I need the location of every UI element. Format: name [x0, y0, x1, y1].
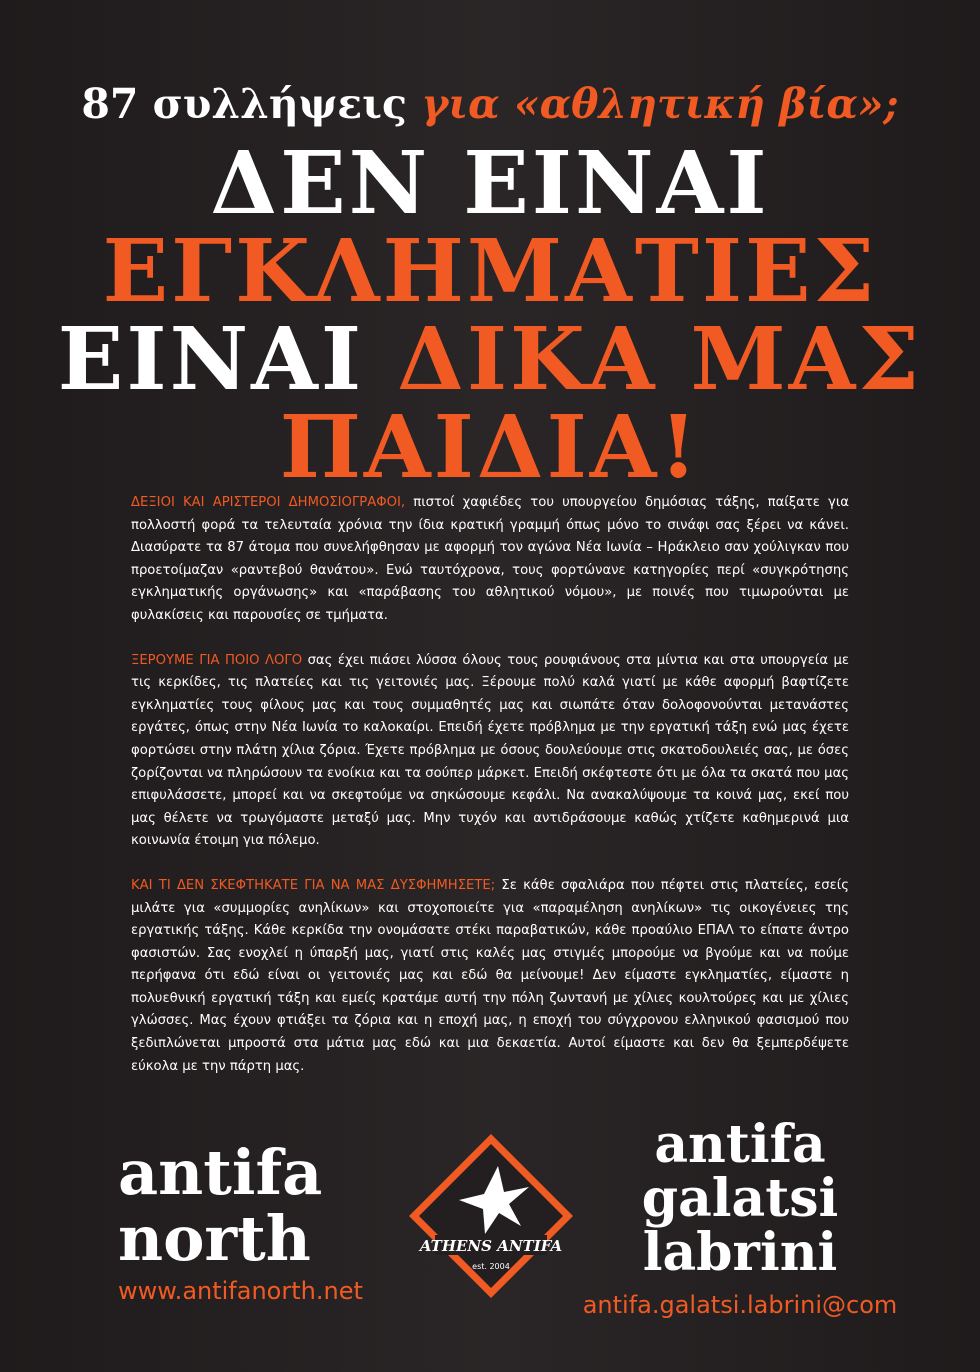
paragraph: [131, 875, 849, 1078]
paragraph-text: πιστοί χαφιέδες του υπουργείου δημόσιας τάξης, παίξατε για πολλοστή φορά τα τελευταία χρόνια την ίδια κρατική γραμμή όπως μόνο το σινάφι σας ξέρει να κάνει. Διασύρατε τα 87 άτομα που συνελήφθησαν με αφορμή τον αγώνα Νέα Ιωνία – Ηράκλειο σαν χούλιγκαν που προετοίμαζαν «ραντεβού θανάτου». Ενώ ταυτόχρονα, τους φορτώνανε κατηγορίες περί «συγκρότησης εγκληματικής οργάνωσης» και «παράβασης του αθλητικού νόμου», με ποινές που τιμωρούνται με φυλακίσεις και παρουσίες σε τμήματα.: [131, 495, 849, 623]
logo-text: ATHENS ANTIFA: [419, 1237, 563, 1255]
headline-line-3-white: ΕΙΝΑΙ: [57, 309, 398, 410]
subtitle: [0, 78, 980, 130]
brand-left-line-1: antifa: [118, 1136, 323, 1209]
headline-line-3: [0, 309, 980, 410]
subtitle-orange: για «αθλητική βία»;: [421, 80, 899, 128]
brand-right-line-3: labrini: [642, 1222, 838, 1283]
paragraph-text: Σε κάθε σφαλιάρα που πέφτει στις πλατείες, εσείς μιλάτε για «συμμορίες ανηλίκων» και στοχοποιείτε για «παραμέληση ανηλίκων» τις οικογένειες της εργατικής τάξης. Κάθε κερκίδα την ονομάσατε στέκι παραβατικών, κάθε προαύλιο ΕΠΑΛ το είπατε άντρο φασιστών. Σας ενοχλεί η ύπαρξή μας, γιατί στις καλές μας στιγμές μπορούμε να βγούμε και να πούμε περήφανα ότι εδώ είναι οι γειτονιές μας και εδώ θα μείνουμε! Δεν είμαστε εγκληματίες, είμαστε η πολυεθνική εργατική τάξη και εμείς κρατάμε αυτή την πόλη ζωντανή με χίλιες κουλτούρες και με χίλιες γλώσσες. Μας έχουν φτιάξει τα ζόρια και η εποχή μας, η εποχή του σύγχρονου ελληνικού φασισμού που ξεδιπλώνεται μπροστά στα μάτια μας εδώ και μια δεκαετία. Αυτοί είμαστε και δεν θα ξεμπερδέψετε εύκολα με την πάρτη μας.: [131, 877, 849, 1074]
logo-est: est. 2004: [472, 1262, 510, 1271]
galatsi-email[interactable]: antifa.galatsi.labrini@com: [582, 1291, 898, 1319]
headline-line-1: ΔΕΝ ΕΙΝΑΙ: [210, 133, 770, 234]
antifa-north-url[interactable]: www.antifanorth.net: [118, 1277, 363, 1305]
subtitle-white: 87 συλλήψεις: [81, 80, 422, 128]
brand-right-line-2: galatsi: [641, 1168, 839, 1229]
paragraph: [131, 492, 849, 628]
headline-line-4: ΠΑΙΔΙΑ!: [279, 397, 701, 498]
headline-line-3-orange: ΔΙΚΑ ΜΑΣ: [397, 309, 923, 410]
headline: [0, 133, 980, 498]
athens-antifa-logo: [405, 1130, 577, 1302]
body-text: [131, 492, 849, 1100]
paragraph-lead: ΔΕΞΙΟΙ ΚΑΙ ΑΡΙΣΤΕΡΟΙ ΔΗΜΟΣΙΟΓΡΑΦΟΙ,: [131, 495, 406, 510]
paragraph-lead: ΚΑΙ ΤΙ ΔΕΝ ΣΚΕΦΤΗΚΑΤΕ ΓΙΑ ΝΑ ΜΑΣ ΔΥΣΦΗΜΗΣΕΤΕ;: [131, 877, 496, 893]
antifa-north-brand: [118, 1136, 398, 1306]
brand-right-line-1: antifa: [654, 1114, 826, 1175]
paragraph-text: σας έχει πιάσει λύσσα όλους τους ρουφιάνους στα μίντια και στα υπουργεία με τις κερκίδες, τις πλατείες και τις γειτονιές μας. Ξέρουμε πολύ καλά γιατί με κάθε αφορμή βαφτίζετε εγκληματίες τους φίλους μας και τους συμμαθητές μας και σιωπάτε όταν δολοφονούνται μετανάστες εργάτες, όπως στην Νέα Ιωνία το καλοκαίρι. Επειδή έχετε πρόβλημα με την εργατική τάξη ενώ μας έχετε φορτώσει στην πλάτη χίλια ζόρια. Έχετε πρόβλημα με όσους δουλεύουμε στις σκατοδουλειές σας, με όσες ζορίζονται να πληρώσουν τα ενοίκια και τα σούπερ μάρκετ. Επειδή σκέφτεστε ότι με όλα τα σκατά που μας επιφυλάσσετε, μπορεί και να σκεφτούμε να σηκώσουμε κεφάλι. Να ανακαλύψουμε τα κοινά μας, εκεί που μας θέλετε να τρωγόμαστε μεταξύ μας. Μην τυχόν και αντιδράσουμε καθώς χτίζετε καθημερινά μια κοινωνία έτοιμη για πόλεμο.: [131, 652, 850, 849]
headline-line-2: ΕΓΚΛΗΜΑΤΙΕΣ: [102, 221, 878, 322]
brand-left-line-2: north: [118, 1202, 311, 1275]
paragraph: [131, 650, 849, 853]
antifa-galatsi-labrini-brand: [560, 1114, 920, 1320]
paragraph-lead: ΞΕΡΟΥΜΕ ΓΙΑ ΠΟΙΟ ΛΟΓΟ: [131, 652, 303, 668]
